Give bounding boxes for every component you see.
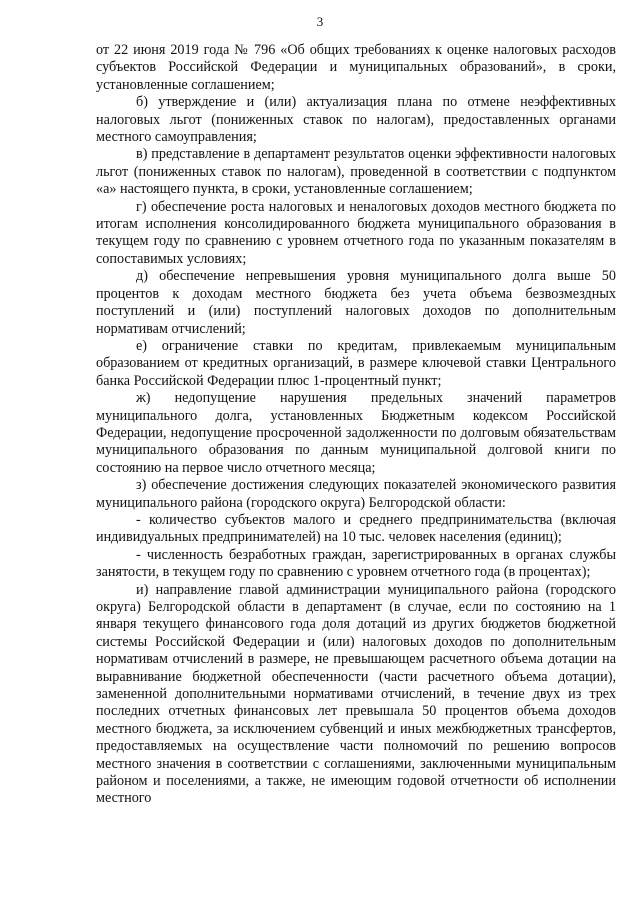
paragraph-item-g: г) обеспечение роста налоговых и неналоговых доходов местного бюджета по итогам исполнения консолидированного бюджета муниципального образования в текущем году по сравнению с уровнем отчетного года по указанным показателям в сопоставимых условиях; [96,198,616,267]
paragraph-item-e: е) ограничение ставки по кредитам, привлекаемым муниципальным образованием от кредитных организаций, в размере ключевой ставки Центрального банка Российской Федерации плюс 1-процентный пункт; [96,337,616,389]
list-item-indicator-unemployed: - численность безработных граждан, зарегистрированных в органах службы занятости, в текущем году по сравнению с уровнем отчетного года (в процентах); [96,546,616,581]
paragraph-item-zh: ж) недопущение нарушения предельных значений параметров муниципального долга, установленных Бюджетным кодексом Российской Федерации, недопущение просроченной задолженности по долговым обязательствам муниципального образования по данным муниципальной долговой книги по состоянию на первое число отчетного месяца; [96,390,616,476]
paragraph-item-i: и) направление главой администрации муниципального района (городского округа) Белгородской области в департамент (в случае, если по состоянию на 1 января текущего финансового года доля дотаций из других бюджетов бюджетной системы Российской Федерации и (или) налоговых доходов по дополнительным нормативам отчислений в размере, не превышающем расчетного объема дотации на выравнивание бюджетной обеспеченности (части расчетного объема дотации), замененной дополнительными нормативами отчислений, в течение двух из трех последних отчетных финансовых лет превышала 50 процентов объема доходов местного бюджета, за исключением субвенций и иных межбюджетных трансфертов, предоставляемых на осуществление части полномочий по решению вопросов местного значения в соответствии с соглашениями, заключенными муниципальным районом и поселениями, а также, не имеющим годовой отчетности об исполнении местного [96,581,616,807]
paragraph-item-v: в) представление в департамент результатов оценки эффективности налоговых льгот (пониженных ставок по налогам), проведенной в соответствии с подпунктом «а» настоящего пункта, в сроки, установленные соглашением; [96,146,616,198]
paragraph-item-d: д) обеспечение непревышения уровня муниципального долга выше 50 процентов к доходам местного бюджета без учета объема безвозмездных поступлений и (или) поступлений налоговых доходов по дополнительным нормативам отчислений; [96,268,616,337]
paragraph-item-z: з) обеспечение достижения следующих показателей экономического развития муниципального района (городского округа) Белгородской области: [96,477,616,511]
list-item-indicator-small-business: - количество субъектов малого и среднего предпринимательства (включая индивидуальных предпринимателей) на 10 тыс. человек населения (единиц); [96,511,616,546]
document-body [96,42,616,808]
paragraph-continuation: от 22 июня 2019 года № 796 «Об общих требованиях к оценке налоговых расходов субъектов Российской Федерации и муниципальных образований», в сроки, установленные соглашением; [96,42,616,93]
page-number: 3 [316,14,324,29]
paragraph-item-b: б) утверждение и (или) актуализация плана по отмене неэффективных налоговых льгот (пониженных ставок по налогам), предоставленных органами местного самоуправления; [96,94,616,146]
